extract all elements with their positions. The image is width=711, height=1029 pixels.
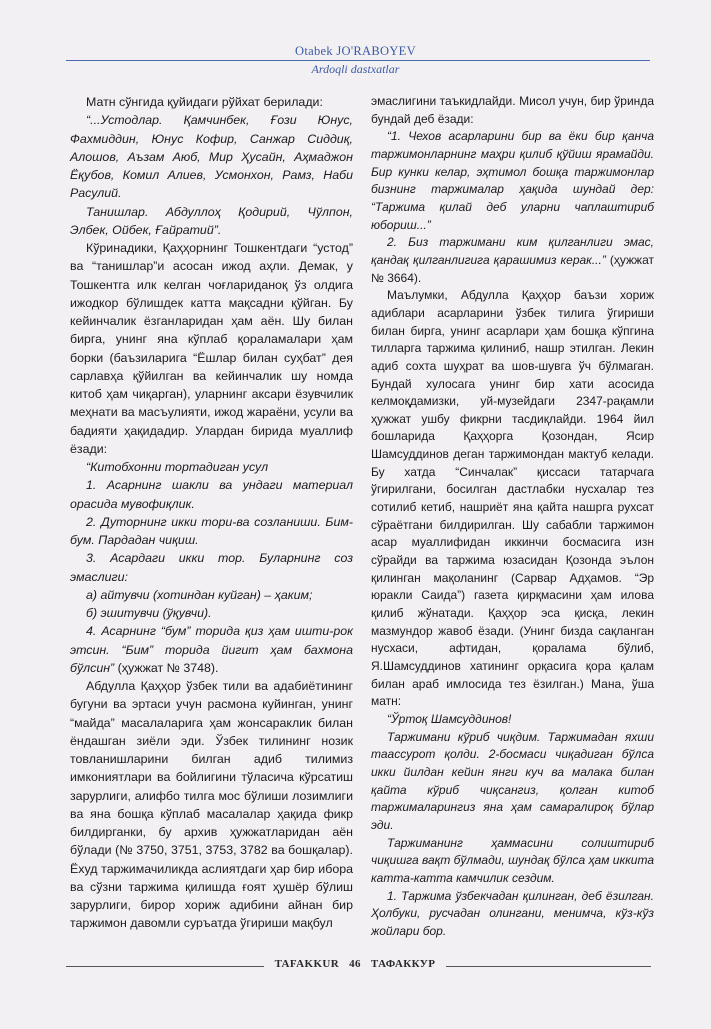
paragraph-text: Кўринадики, Қаҳҳорнинг Тошкентдаги “устод” ва “танишлар”и асосан ижод аҳли. Демак, у Тошкентга илк келган чоғлариданоқ ўз олдига ижодкор бўлишдек катта мақсадни қўйган. Бу кейинчалик ёзганларидан ҳам аён. Шу билан бирга, унинг яна кўплаб қораламалари ҳам борки (баъзиларига “Ёшлар билан суҳбат” дея сарлавҳа қўйилган ва кейинчалик шу номда китоб ҳам чиқарган), уларнинг аксари ёзувчилик меҳнати ва масъулияти, ижод жараёни, усули ва бадияти ҳақидадир. Улардан бирида муаллиф ёзади: [70,241,353,456]
footer-rule-right [446,966,651,967]
paragraph [70,604,353,622]
paragraph [70,586,353,604]
paragraph-text: 4. Асарнинг “бум” торида қиз ҳам ишти-рок этсин. “Бим” торида йигит ҳам бахмона бўлсин” [70,624,353,675]
paragraph-text: 3. Асардаги икки тор. Буларнинг соз эмаслиги: [70,551,353,584]
paragraph-text: 2. Биз таржимани ким қилганлиги эмас, қандақ қилганлигига қарашимиз керак...” [371,235,654,267]
section-title: Ardoqli dastxatlar [311,62,400,76]
paragraph [70,111,353,202]
header-rule [66,60,650,61]
paragraph-text: Таржимани кўриб чиқдим. Таржимадан яхши таассурот қолди. 2-босмаси чиқадиган бўлса икки йилдан кейин янги куч ва малака билан қайта кўриб чиқсангиз, қолган китоб таржималарингиз яна ҳам самаралироқ бўлар эди. [371,729,654,832]
paragraph-text: 1. Асарнинг шакли ва ундаги материал орасида мувофиқлик. [70,478,353,511]
paragraph-text: Таржиманинг ҳаммасини солиштириб чиқишга вақт бўлмади, шундақ бўлса ҳам иккита катта-катта камчилик сездим. [371,835,654,885]
paragraph [371,835,654,888]
document-reference: (ҳужжат № 3664). [371,252,654,285]
paragraph-text: Матн сўнгида қуйидаги рўйхат берилади: [86,95,323,109]
paragraph [371,234,654,287]
paragraph [70,239,353,458]
paragraph [70,203,353,240]
left-column [70,93,353,933]
paragraph-text: Маълумки, Абдулла Қаҳҳор баъзи хориж адиблари асарларини ўзбек тилига ўгириши билан бирга, унинг асарлари ҳам бошқа кўпгина тилларга таржима қилиниб, нашр этилган. Лекин адиб сохта шуҳрат ва шов-шувга ўч бўлмаган. Бундай хулосага унинг бир хати асосида келмоқдамизки, уй-музейдаги 2347-рақамли ҳужжат ушбу фикрни тасдиқлайди. 1964 йил бошларида Қаҳҳорга Қозондан, Ясир Шамсуддинов деган таржимондан мактуб келади. Бу хатда “Синчалак” қиссаси татарчага ўгирилгани, босилган дастлабки нусхалар тез сотилиб кетиб, нашриёт яна қайта нашрга рухсат сўраётгани билдирилган. Шу сабабли таржимон асар муаллифидан иккинчи босмасига изн сўрайди ва таржима юзасидан Қозонда эълон қилинган мақоланинг (Сарвар Адҳамов. “Эр юракли Саида”) газета қирқмасини ҳам илова қилиб жўнатади. Қаҳҳор эса қисқа, лекин мазмундор жавоб ёзади. (Унинг бизда сақланган нусхаси, афтидан, қоралама бўлиб, Я.Шамсуддинов хатининг орқасига қора қалам билан араб имлосида тез ёзилган.) Мана, ўша матн: [371,288,654,709]
paragraph-text: эмаслигини таъкидлайди. Мисол учун, бир ўринда бундай деб ёзади: [371,94,654,126]
right-column [371,93,654,941]
page-footer [0,952,711,982]
footer-rule-left [66,966,264,967]
paragraph [371,711,654,729]
paragraph [371,128,654,234]
paragraph [371,93,654,128]
paragraph [371,888,654,941]
paragraph [371,729,654,835]
paragraph-text: 2. Дуторнинг икки тори-ва созланиши. Бим-бум. Пардадан чиқиш. [70,514,353,547]
paragraph-text: 1. Таржима ўзбекчадан қилинган, деб ёзилган. Ҳолбуки, русчадан олингани, менимча, кўз-кўз жойлари бор. [371,888,654,938]
footer-text [264,958,446,970]
paragraph-text: а) айтувчи (хотиндан куйган) – ҳаким; [86,587,313,602]
paragraph [371,287,654,711]
document-reference: (ҳужжат № 3748). [114,660,219,675]
page-header [0,0,711,86]
paragraph-text: Абдулла Қаҳҳор ўзбек тили ва адабиётининг бугуни ва эртаси учун расмона куйинган, унинг “майда” масалаларига ҳам жонсараклик билан ёндашган зиёли эди. Ўзбек тилининг нозик товланишларини билган адиб тилимиз имкониятлари ва бойлигини тўласича кўрсатиш зарурлиги, алифбо тилга мос бўлиши лозимлиги ва яна бошқа кўплаб масалалар ҳақида фикр билдирганки, бу архив ҳужжатларидан аён бўлади (№ 3750, 3751, 3753, 3782 ва бошқалар). Ёхуд таржимачиликда аслиятдаги ҳар бир ибора ва сўзни таржима қилишда ғоят ҳушёр бўлиш зарурлиги, бирор хориж адибини айнан бир таржимон давомли суръатда ўгириши мақбул [70,679,353,931]
paragraph [70,458,353,476]
paragraph-text: Танишлар. Абдуллоҳ Қодирий, Чўлпон, Элбек, Ойбек, Ғайратий”. [70,204,353,237]
paragraph [70,93,353,111]
paragraph [70,476,353,513]
author-name: Otabek JO'RABOYEV [295,44,416,58]
paragraph-text: “...Устодлар. Қамчинбек, Ғози Юнус, Фахмиддин, Юнус Кофир, Санжар Сиддиқ, Алошов, Аъзам Аюб, Мир Ҳусайн, Аҳмаджон Ёқубов, Комил Алиев, Усмонхон, Рамз, Наби Расулий. [70,113,353,201]
footer-magazine-latin: TAFAKKUR [274,958,340,970]
paragraph [70,622,353,677]
paragraph [70,549,353,586]
page-number: 46 [349,958,361,970]
footer-magazine-cyrillic: ТАФАККУР [370,958,436,970]
paragraph-text: б) эшитувчи (ўқувчи). [86,606,212,620]
paragraph-text: “Ўртоқ Шамсуддинов! [387,711,512,726]
paragraph [70,513,353,550]
paragraph-text: “Китобхонни тортадиган усул [86,460,269,474]
paragraph [70,677,353,933]
paragraph-text: “1. Чехов асарларини бир ва ёки бир қанча таржимонларнинг маҳри қилиб қўйиш ярамайди. Бир кунки келар, эҳтимол бошқа таржимонлар бизнинг таржималар ҳақида шундай дер: “Таржима қилай деб уларни чаплаштириб юбориш...” [371,129,654,232]
